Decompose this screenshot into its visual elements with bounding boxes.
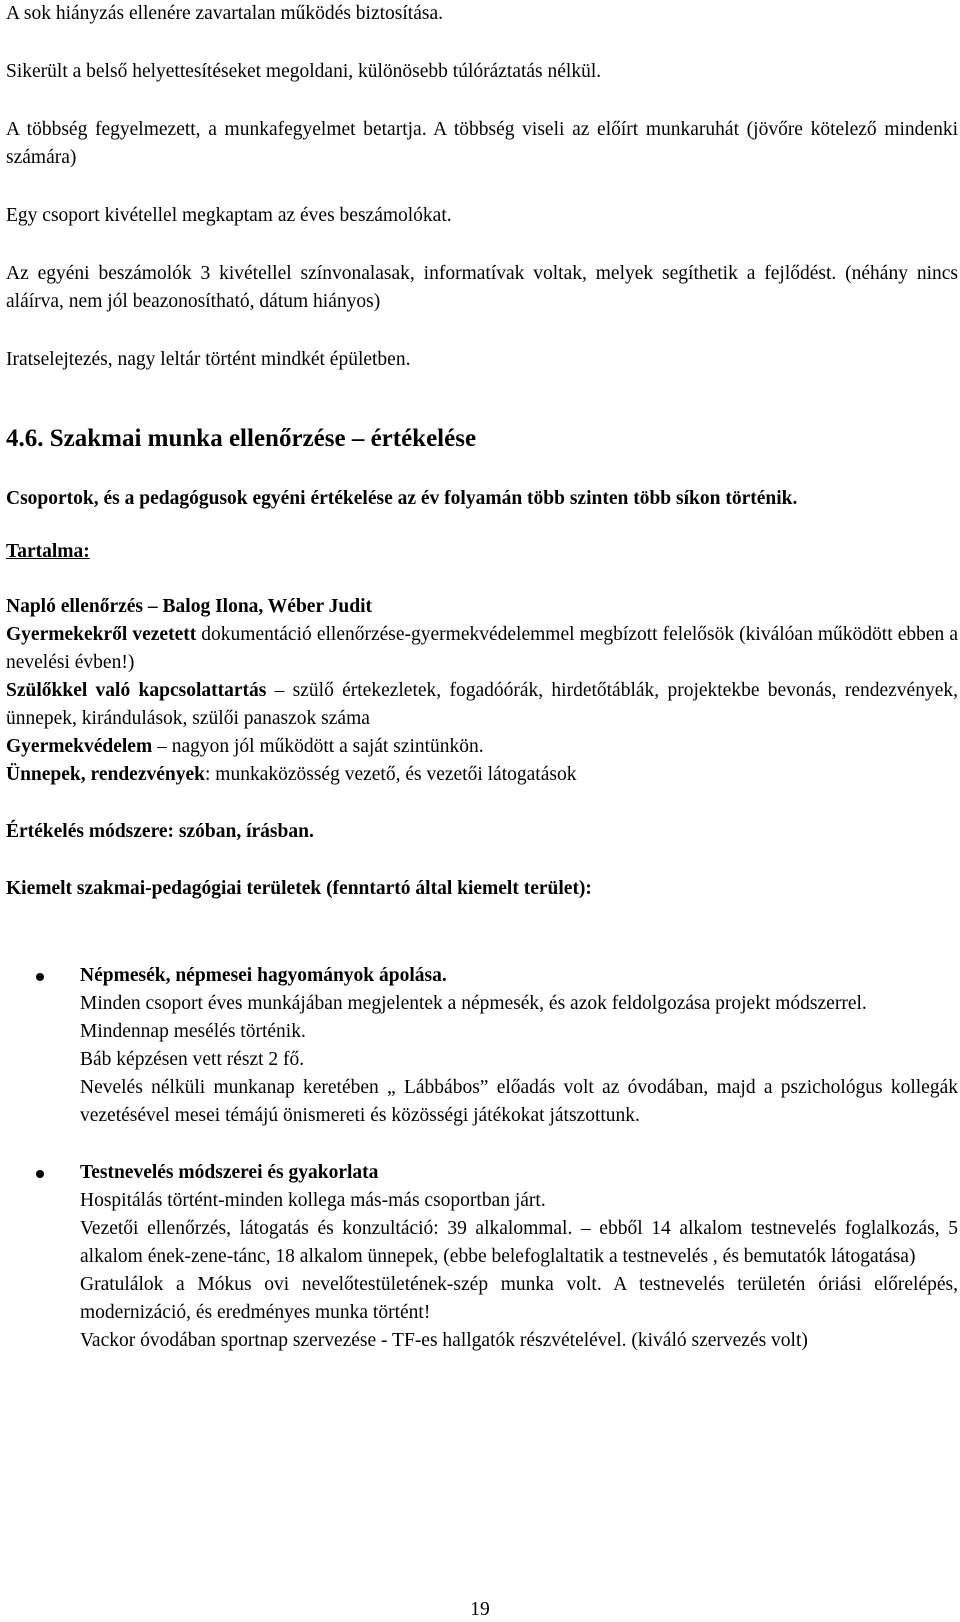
item-vedelem: [6, 733, 958, 761]
item-unnepek-text: : munkaközösség vezető, és vezetői látogatások: [204, 764, 577, 785]
bullet-line: Mindennap mesélés történik.: [80, 1021, 306, 1042]
item-unnepek: [6, 761, 958, 789]
content-label: Tartalma:: [6, 541, 90, 562]
intro-paragraph-5: Az egyéni beszámolók 3 kivétellel színvonalasak, informatívak voltak, melyek segíthetik a fejlődést. (néhány nincs aláírva, nem jól beazonosítható, dátum hiányos): [6, 263, 958, 312]
bullet-icon: [36, 973, 44, 981]
section-heading: 4.6. Szakmai munka ellenőrzése – értékelése: [6, 425, 477, 452]
item-naplo: Napló ellenőrzés – Balog Ilona, Wéber Judit: [6, 596, 372, 617]
item-szulok: [6, 677, 958, 733]
item-unnepek-bold: Ünnepek, rendezvények: [6, 764, 205, 785]
bullet-title: Testnevelés módszerei és gyakorlata: [80, 1162, 379, 1183]
item-gyermek-bold: Gyermekekről vezetett: [6, 624, 197, 645]
item-szulok-text: – szülő értekezletek, fogadóórák, hirdetőtáblák, projektekbe bevonás, rendezvények, ünnepek, kirándulások, szülői panaszok száma: [6, 680, 958, 729]
bullet-title: Népmesék, népmesei hagyományok ápolása.: [80, 965, 447, 986]
item-szulok-bold: Szülőkkel való kapcsolattartás: [6, 680, 267, 701]
page-number: 19: [470, 1599, 490, 1620]
bullet-icon: [36, 1170, 44, 1178]
intro-line-6: Iratselejtezés, nagy leltár történt mindkét épületben.: [6, 349, 411, 370]
section-lead: Csoportok, és a pedagógusok egyéni értékelése az év folyamán több szinten több síkon történik.: [6, 488, 798, 509]
bullet-line: Gratulálok a Mókus ovi nevelőtestületének-szép munka volt. A testnevelés területén óriási előrelépés, modernizáció, és eredményes munka történt!: [80, 1274, 958, 1323]
document-page: [6, 0, 958, 1355]
bullet-item-2: [6, 1159, 958, 1355]
evaluation-method: Értékelés módszere: szóban, írásban.: [6, 821, 314, 842]
item-vedelem-bold: Gyermekvédelem: [6, 736, 153, 757]
item-gyermek-text: dokumentáció ellenőrzése-gyermekvédelemmel megbízott felelősök (kiválóan működött ebben a nevelési évben!): [6, 624, 958, 673]
bullet-line: Vackor óvodában sportnap szervezése - TF-es hallgatók részvételével. (kiváló szervezés volt): [80, 1330, 808, 1351]
priority-areas-heading: Kiemelt szakmai-pedagógiai területek (fenntartó által kiemelt terület):: [6, 878, 592, 899]
bullet-item-1: [6, 962, 958, 1130]
intro-line-4: Egy csoport kivétellel megkaptam az éves beszámolókat.: [6, 205, 452, 226]
bullet-line: Vezetői ellenőrzés, látogatás és konzultáció: 39 alkalommal. – ebből 14 alkalom testnevelés foglalkozás, 5 alkalom ének-zene-tánc, 18 alkalom ünnepek, (ebbe belefoglaltatik a testnevelés , és bemutatók látogatása): [80, 1218, 958, 1267]
bullet-line: Hospitálás történt-minden kollega más-más csoportban járt.: [80, 1190, 546, 1211]
intro-line-1: A sok hiányzás ellenére zavartalan működés biztosítása.: [6, 3, 443, 24]
item-vedelem-text: – nagyon jól működött a saját szintünkön.: [152, 736, 484, 757]
bullet-line: Minden csoport éves munkájában megjelentek a népmesék, és azok feldolgozása projekt módszerrel.: [80, 993, 867, 1014]
intro-line-2: Sikerült a belső helyettesítéseket megoldani, különösebb túlóráztatás nélkül.: [6, 61, 602, 82]
item-gyermek: [6, 621, 958, 677]
bullet-line: Nevelés nélküli munkanap keretében „ Lábbábos” előadás volt az óvodában, majd a pszichológus kollegák vezetésével mesei témájú önismereti és közösségi játékokat játszottunk.: [80, 1077, 958, 1126]
bullet-line: Báb képzésen vett részt 2 fő.: [80, 1049, 305, 1070]
intro-paragraph-3: A többség fegyelmezett, a munkafegyelmet betartja. A többség viseli az előírt munkaruhát (jövőre kötelező mindenki számára): [6, 119, 958, 168]
